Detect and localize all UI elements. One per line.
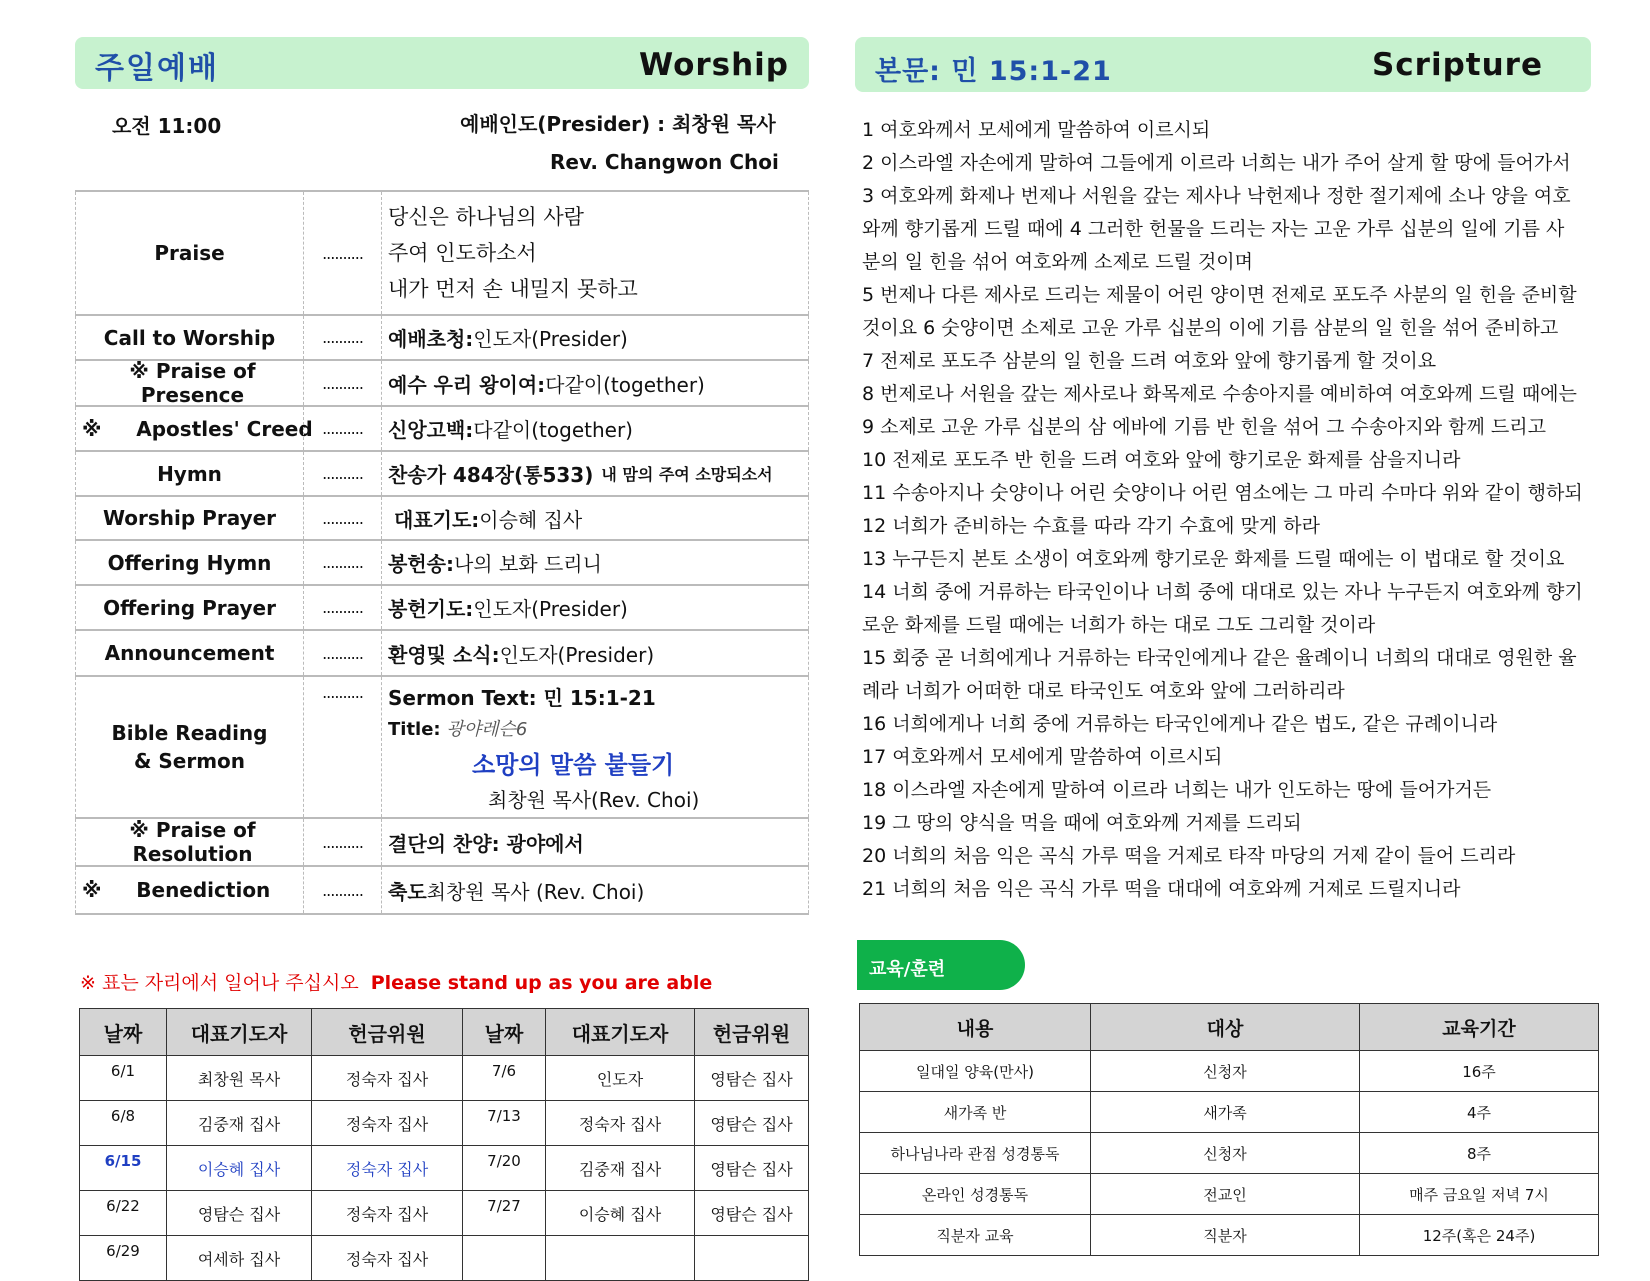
table-row: 새가족 반 새가족 4주 bbox=[860, 1092, 1599, 1133]
program-item-detail: 인도자(Presider) bbox=[473, 327, 628, 351]
program-item-detail: 인도자(Presider) bbox=[473, 597, 628, 621]
program-row bbox=[75, 819, 809, 867]
program-row bbox=[75, 192, 809, 316]
program-row bbox=[75, 452, 809, 497]
worship-banner bbox=[75, 37, 809, 89]
program-dots: .......... bbox=[303, 541, 381, 584]
stand-note-en: Please stand up as you are able bbox=[370, 972, 713, 994]
program-label: Bible Reading & Sermon bbox=[75, 677, 303, 817]
worship-program bbox=[75, 190, 809, 915]
verse-line: 21 너희의 처음 익은 곡식 가루 떡을 대대에 여호와께 거제로 드릴지니라 bbox=[862, 878, 1461, 900]
program-item-title: 찬송가 484장(통533) bbox=[388, 463, 594, 487]
verse-line: 18 이스라엘 자손에게 말하여 이르라 너희는 내가 인도하는 땅에 들어가거든 bbox=[862, 779, 1492, 801]
verse-line: 17 여호와께서 모세에게 말씀하여 이르시되 bbox=[862, 746, 1223, 768]
verse-line: 3 여호와께 화제나 번제나 서원을 갚는 제사나 낙헌제나 정한 절기제에 소나 양을 여호 bbox=[862, 185, 1571, 207]
verse-line: 로운 화제를 드릴 때에는 너희가 하는 대로 그도 그리할 것이라 bbox=[862, 614, 1376, 636]
program-label: ※ Benediction bbox=[75, 867, 303, 913]
program-item-title: 결단의 찬양: 광야에서 bbox=[388, 831, 584, 856]
verse-line: 분의 일 힌을 섞어 여호와께 소제로 드릴 것이며 bbox=[862, 251, 1254, 273]
verse-line: 14 너희 중에 거류하는 타국인이나 너희 중에 대대로 있는 자나 누구든지 여호와께 향기 bbox=[862, 581, 1583, 603]
preacher: 최창원 목사(Rev. Choi) bbox=[488, 787, 700, 812]
program-dots: .......... bbox=[303, 677, 381, 817]
program-label: Offering Prayer bbox=[75, 586, 303, 629]
program-dots: .......... bbox=[303, 497, 381, 539]
col-header: 대상 bbox=[1091, 1004, 1360, 1051]
praise-song: 내가 먼저 손 내밀지 못하고 bbox=[388, 277, 638, 301]
program-row bbox=[75, 361, 809, 407]
program-dots: .......... bbox=[303, 192, 381, 314]
verse-line: 5 번제나 다른 제사로 드리는 제물이 어린 양이면 전제로 포도주 사분의 일 힌을 준비할 bbox=[862, 284, 1577, 306]
program-dots: .......... bbox=[303, 361, 381, 405]
praise-song: 주여 인도하소서 bbox=[388, 241, 537, 265]
sermon-text: Sermon Text: 민 15:1-21 bbox=[388, 685, 656, 710]
worship-title-en: Worship bbox=[638, 47, 789, 83]
program-label: ※ Praise of Presence bbox=[75, 361, 303, 405]
program-label: Call to Worship bbox=[75, 316, 303, 359]
program-item-detail: 최창원 목사 (Rev. Choi) bbox=[426, 879, 645, 904]
program-row bbox=[75, 586, 809, 631]
scripture-title-ko: 본문: 민 15:1-21 bbox=[875, 56, 1112, 87]
program-dots: .......... bbox=[303, 867, 381, 913]
table-row: 하나님나라 관점 성경통독 신청자 8주 bbox=[860, 1133, 1599, 1174]
program-dots: .......... bbox=[303, 819, 381, 865]
sermon-title-label: Title: bbox=[388, 718, 441, 740]
program-row bbox=[75, 867, 809, 915]
sermon-series: 광야레슨6 bbox=[446, 718, 528, 740]
program-row bbox=[75, 316, 809, 361]
table-row: 6/22 영탐슨 집사 정숙자 집사 7/27 이승혜 집사 영탐슨 집사 bbox=[80, 1191, 809, 1236]
program-item-title: 축도 bbox=[388, 879, 427, 904]
col-header: 헌금위원 bbox=[695, 1009, 809, 1056]
program-dots: .......... bbox=[303, 452, 381, 495]
verse-line: 10 전제로 포도주 반 힌을 드려 여호와 앞에 향기로운 화제를 삼을지니라 bbox=[862, 449, 1461, 471]
scripture-title-en: Scripture bbox=[1371, 47, 1543, 83]
program-row bbox=[75, 407, 809, 452]
program-item-detail: 인도자(Presider) bbox=[499, 642, 655, 667]
praise-song: 당신은 하나님의 사람 bbox=[388, 205, 584, 229]
verse-line: 와께 향기롭게 드릴 때에 4 그러한 헌물을 드리는 자는 고운 가루 십분의 일에 기름 사 bbox=[862, 218, 1565, 240]
col-header: 대표기도자 bbox=[546, 1009, 695, 1056]
table-row: 6/1 최창원 목사 정숙자 집사 7/6 인도자 영탐슨 집사 bbox=[80, 1056, 809, 1101]
program-item-detail: 내 맘의 주여 소망되소서 bbox=[601, 465, 773, 484]
program-dots: .......... bbox=[303, 631, 381, 675]
stand-note-ko: ※ 표는 자리에서 일어나 주십시오 bbox=[80, 972, 359, 994]
verse-line: 15 회중 곧 너희에게나 거류하는 타국인에게나 같은 율례이니 너희의 대대로 영원한 율 bbox=[862, 647, 1577, 669]
verse-line: 것이요 6 숫양이면 소제로 고운 가루 십분의 이에 기름 삼분의 일 힌을 섞어 준비하고 bbox=[862, 317, 1559, 339]
program-row bbox=[75, 541, 809, 586]
program-label: Worship Prayer bbox=[75, 497, 303, 539]
program-item-title: 신앙고백: bbox=[388, 418, 474, 442]
table-row: 일대일 양육(만사) 신청자 16주 bbox=[860, 1051, 1599, 1092]
verse-line: 2 이스라엘 자손에게 말하여 그들에게 이르라 너희는 내가 주어 살게 할 땅에 들어가서 bbox=[862, 152, 1571, 174]
program-item-title: 예수 우리 왕이여: bbox=[388, 372, 546, 397]
schedule-table bbox=[79, 1008, 809, 1281]
table-row: 6/29 여세하 집사 정숙자 집사 bbox=[80, 1236, 809, 1281]
program-label: Hymn bbox=[75, 452, 303, 495]
program-item-title: 봉헌송: bbox=[388, 552, 454, 576]
verse-line: 19 그 땅의 양식을 먹을 때에 여호와께 거제를 드리되 bbox=[862, 812, 1302, 834]
verse-line: 12 너희가 준비하는 수효를 따라 각기 수효에 맞게 하라 bbox=[862, 515, 1320, 537]
verse-line: 9 소제로 고운 가루 십분의 삼 에바에 기름 반 힌을 섞어 그 수송아지와 함께 드리고 bbox=[862, 416, 1546, 438]
program-item-title: 봉헌기도: bbox=[388, 597, 474, 621]
education-tab: 교육/훈련 bbox=[857, 940, 1025, 990]
program-item-detail: 나의 보화 드리니 bbox=[453, 552, 602, 576]
verse-line: 20 너희의 처음 익은 곡식 가루 떡을 거제로 타작 마당의 거제 같이 들어 드리라 bbox=[862, 845, 1516, 867]
education-table bbox=[859, 1003, 1599, 1256]
col-header: 교육기간 bbox=[1360, 1004, 1599, 1051]
program-item-detail: 다같이(together) bbox=[473, 418, 633, 442]
program-label: ※ Apostles' Creed bbox=[75, 407, 303, 450]
col-header: 날짜 bbox=[80, 1009, 167, 1056]
service-time: 오전 11:00 bbox=[112, 114, 222, 138]
col-header: 헌금위원 bbox=[312, 1009, 463, 1056]
scripture-banner bbox=[855, 37, 1591, 92]
program-dots: .......... bbox=[303, 407, 381, 450]
program-label: ※ Praise of Resolution bbox=[75, 819, 303, 865]
verse-line: 11 수송아지나 숫양이나 어린 숫양이나 어린 염소에는 그 마리 수마다 위와 같이 행하되 bbox=[862, 482, 1583, 504]
presider-line: 예배인도(Presider) : 최창원 목사 bbox=[460, 112, 776, 136]
program-item-detail: 다같이(together) bbox=[545, 372, 705, 397]
table-row: 직분자 교육 직분자 12주(혹은 24주) bbox=[860, 1215, 1599, 1256]
table-row: 온라인 성경통독 전교인 매주 금요일 저녁 7시 bbox=[860, 1174, 1599, 1215]
scripture-text bbox=[862, 114, 1622, 906]
program-label: Announcement bbox=[75, 631, 303, 675]
verse-line: 례라 너희가 어떠한 대로 타국인도 여호와 앞에 그러하리라 bbox=[862, 680, 1345, 702]
col-header: 대표기도자 bbox=[167, 1009, 312, 1056]
program-row bbox=[75, 677, 809, 819]
stand-note bbox=[80, 968, 712, 995]
col-header: 날짜 bbox=[463, 1009, 546, 1056]
program-item-title: 예배초청: bbox=[388, 327, 474, 351]
presider-en: Rev. Changwon Choi bbox=[550, 150, 779, 174]
table-row: 6/15 이승혜 집사 정숙자 집사 7/20 김중재 집사 영탐슨 집사 bbox=[80, 1146, 809, 1191]
program-item-detail: 이승혜 집사 bbox=[479, 507, 583, 532]
program-dots: .......... bbox=[303, 316, 381, 359]
program-row bbox=[75, 631, 809, 677]
verse-line: 16 너희에게나 너희 중에 거류하는 타국인에게나 같은 법도, 같은 규례이니라 bbox=[862, 713, 1498, 735]
program-item-title: 환영및 소식: bbox=[388, 642, 500, 667]
program-item-title: 대표기도: bbox=[394, 507, 480, 532]
verse-line: 7 전제로 포도주 삼분의 일 힌을 드려 여호와 앞에 향기롭게 할 것이요 bbox=[862, 350, 1437, 372]
worship-title-ko: 주일예배 bbox=[95, 51, 219, 86]
verse-line: 8 번제로나 서원을 갚는 제사로나 화목제로 수송아지를 예비하여 여호와께 드릴 때에는 bbox=[862, 383, 1577, 405]
program-row bbox=[75, 497, 809, 541]
verse-line: 1 여호와께서 모세에게 말씀하여 이르시되 bbox=[862, 119, 1211, 141]
table-row: 6/8 김중재 집사 정숙자 집사 7/13 정숙자 집사 영탐슨 집사 bbox=[80, 1101, 809, 1146]
program-label: Praise bbox=[75, 192, 303, 314]
col-header: 내용 bbox=[860, 1004, 1091, 1051]
verse-line: 13 누구든지 본토 소생이 여호와께 향기로운 화제를 드릴 때에는 이 법대로 할 것이요 bbox=[862, 548, 1565, 570]
program-label: Offering Hymn bbox=[75, 541, 303, 584]
sermon-title: 소망의 말씀 붙들기 bbox=[472, 750, 675, 779]
program-dots: .......... bbox=[303, 586, 381, 629]
